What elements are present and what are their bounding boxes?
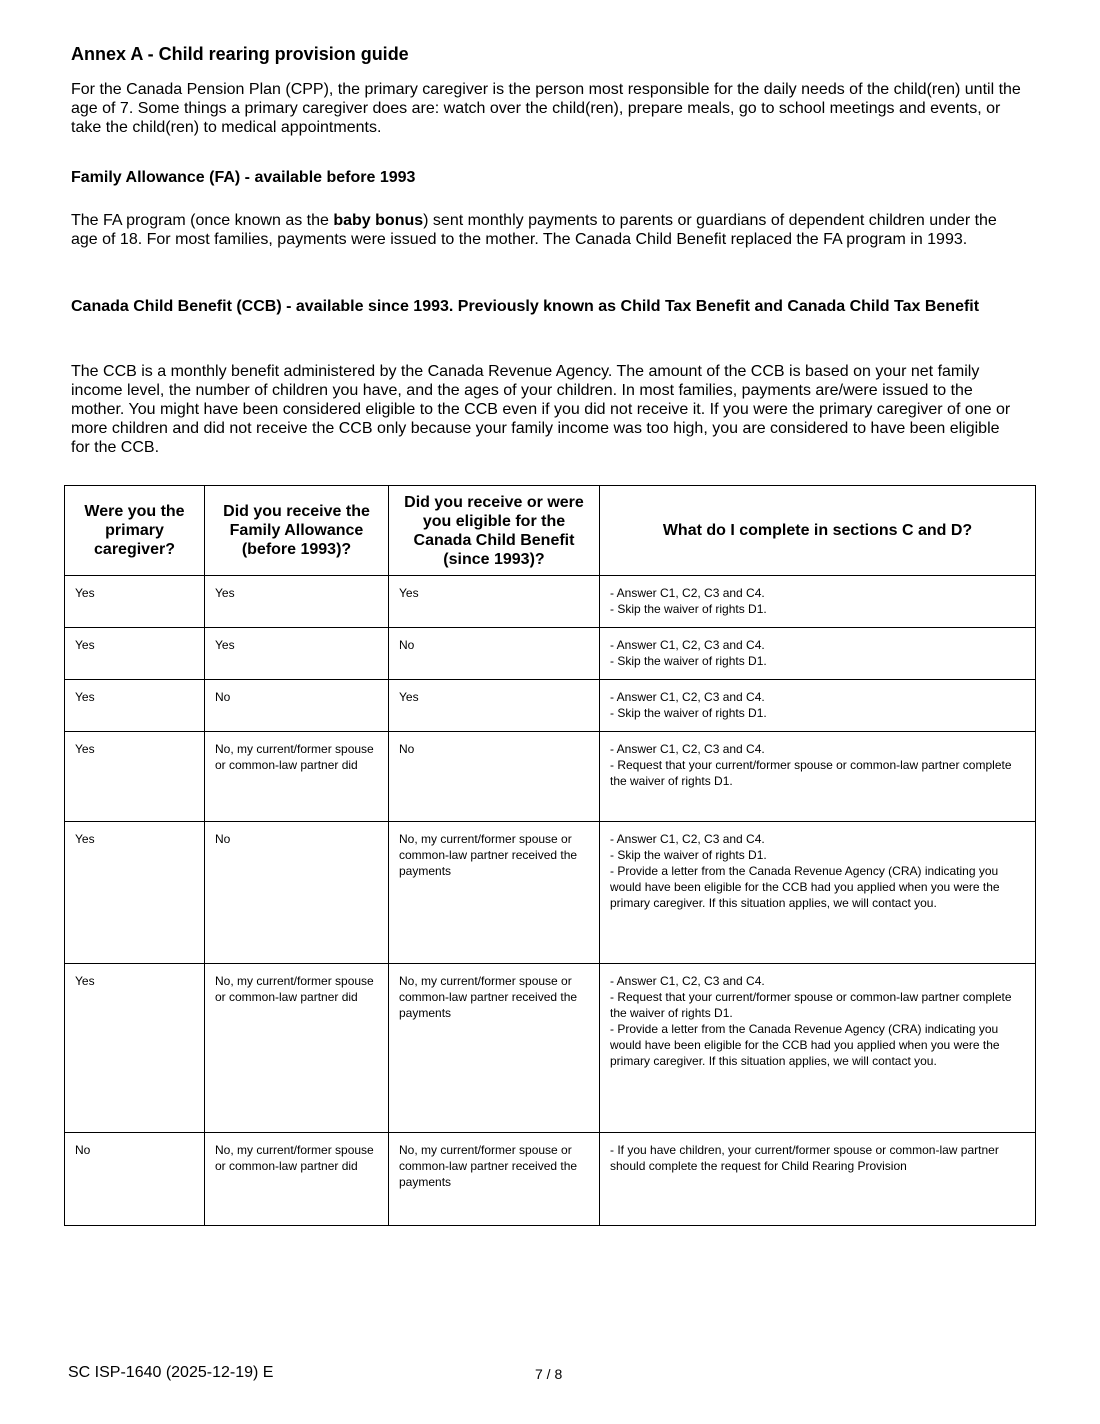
instruction-line: - Answer C1, C2, C3 and C4. — [610, 690, 765, 704]
cell-family-allowance: No — [205, 822, 389, 964]
cell-family-allowance: No — [205, 680, 389, 732]
cell-canada-child-benefit: Yes — [389, 680, 600, 732]
cell-instructions — [600, 822, 1036, 964]
cell-canada-child-benefit: No, my current/former spouse or common-law partner received the payments — [389, 964, 600, 1133]
instruction-line: - Answer C1, C2, C3 and C4. — [610, 974, 765, 988]
table-row — [65, 822, 1036, 964]
cell-primary-caregiver: Yes — [65, 680, 205, 732]
cell-primary-caregiver: Yes — [65, 576, 205, 628]
cell-instructions — [600, 576, 1036, 628]
page-number: 7 / 8 — [535, 1366, 563, 1382]
instruction-line: - Request that your current/former spouse or common-law partner complete the waiver of rights D1. — [610, 758, 1012, 788]
header-primary-caregiver: Were you the primary caregiver? — [65, 486, 205, 576]
cell-canada-child-benefit: No — [389, 732, 600, 822]
fa-heading: Family Allowance (FA) - available before 1993 — [71, 169, 416, 186]
form-identifier: SC ISP-1640 (2025-12-19) E — [68, 1364, 274, 1381]
page-title: Annex A - Child rearing provision guide — [71, 44, 409, 64]
cell-instructions — [600, 732, 1036, 822]
cell-primary-caregiver: Yes — [65, 732, 205, 822]
fa-text-after: ) sent monthly payments to parents or guardians of dependent children under the age of 18. For most families, payments were issued to the mother. The Canada Child Benefit replaced the FA program in 1993. — [71, 212, 997, 248]
ccb-heading: Canada Child Benefit (CCB) - available since 1993. Previously known as Child Tax Benefit and Canada Child Tax Benefit — [71, 298, 980, 315]
caregiver-guide-table — [64, 485, 1036, 1226]
fa-text-before: The FA program (once known as the — [71, 212, 334, 229]
fa-bold-term: baby bonus — [333, 212, 424, 229]
table-row — [65, 628, 1036, 680]
ccb-paragraph: The CCB is a monthly benefit administered by the Canada Revenue Agency. The amount of the CCB is based on your net family income level, the number of children you have, and the ages of your children. In most families, payments are/were issued to the mother. You might have been considered eligible to the CCB even if you did not receive it. If you were the primary caregiver of one or more children and did not receive the CCB only because your family income was too high, you are considered to have been eligible for the CCB. — [71, 363, 1011, 456]
cell-family-allowance: No, my current/former spouse or common-law partner did — [205, 732, 389, 822]
cell-instructions — [600, 680, 1036, 732]
table-row — [65, 680, 1036, 732]
cell-family-allowance: No, my current/former spouse or common-law partner did — [205, 1133, 389, 1226]
cell-primary-caregiver: Yes — [65, 628, 205, 680]
instruction-line: - If you have children, your current/former spouse or common-law partner should complete the request for Child Rearing Provision — [610, 1143, 999, 1173]
cell-primary-caregiver: Yes — [65, 822, 205, 964]
instruction-line: - Provide a letter from the Canada Revenue Agency (CRA) indicating you would have been eligible for the CCB had you applied when you were the primary caregiver. If this situation applies, we will contact you. — [610, 864, 1000, 910]
cell-canada-child-benefit: No, my current/former spouse or common-law partner received the payments — [389, 822, 600, 964]
instruction-line: - Answer C1, C2, C3 and C4. — [610, 832, 765, 846]
cell-family-allowance: No, my current/former spouse or common-law partner did — [205, 964, 389, 1133]
instruction-line: - Provide a letter from the Canada Revenue Agency (CRA) indicating you would have been eligible for the CCB had you applied when you were the primary caregiver. If this situation applies, we will contact you. — [610, 1022, 1000, 1068]
cell-canada-child-benefit: No, my current/former spouse or common-law partner received the payments — [389, 1133, 600, 1226]
table-header-row — [65, 486, 1036, 576]
table-row — [65, 1133, 1036, 1226]
cell-family-allowance: Yes — [205, 628, 389, 680]
intro-paragraph: For the Canada Pension Plan (CPP), the primary caregiver is the person most responsible for the daily needs of the child(ren) until the age of 7. Some things a primary caregiver does are: watch over the child(ren), prepare meals, go to school meetings and events, or take the child(ren) to medical appointments. — [71, 81, 1021, 136]
cell-canada-child-benefit: Yes — [389, 576, 600, 628]
cell-family-allowance: Yes — [205, 576, 389, 628]
cell-primary-caregiver: Yes — [65, 964, 205, 1133]
table-row — [65, 964, 1036, 1133]
header-family-allowance: Did you receive the Family Allowance (before 1993)? — [205, 486, 389, 576]
cell-instructions — [600, 964, 1036, 1133]
instruction-line: - Skip the waiver of rights D1. — [610, 654, 767, 668]
instruction-line: - Answer C1, C2, C3 and C4. — [610, 586, 765, 600]
cell-canada-child-benefit: No — [389, 628, 600, 680]
instruction-line: - Skip the waiver of rights D1. — [610, 602, 767, 616]
header-canada-child-benefit: Did you receive or were you eligible for the Canada Child Benefit (since 1993)? — [389, 486, 600, 576]
instruction-line: - Answer C1, C2, C3 and C4. — [610, 742, 765, 756]
header-sections-c-d: What do I complete in sections C and D? — [600, 486, 1036, 576]
instruction-line: - Skip the waiver of rights D1. — [610, 706, 767, 720]
cell-primary-caregiver: No — [65, 1133, 205, 1226]
cell-instructions — [600, 628, 1036, 680]
table-row — [65, 732, 1036, 822]
cell-instructions — [600, 1133, 1036, 1226]
instruction-line: - Answer C1, C2, C3 and C4. — [610, 638, 765, 652]
instruction-line: - Skip the waiver of rights D1. — [610, 848, 767, 862]
fa-paragraph — [71, 211, 1021, 249]
table-row — [65, 576, 1036, 628]
instruction-line: - Request that your current/former spouse or common-law partner complete the waiver of rights D1. — [610, 990, 1012, 1020]
